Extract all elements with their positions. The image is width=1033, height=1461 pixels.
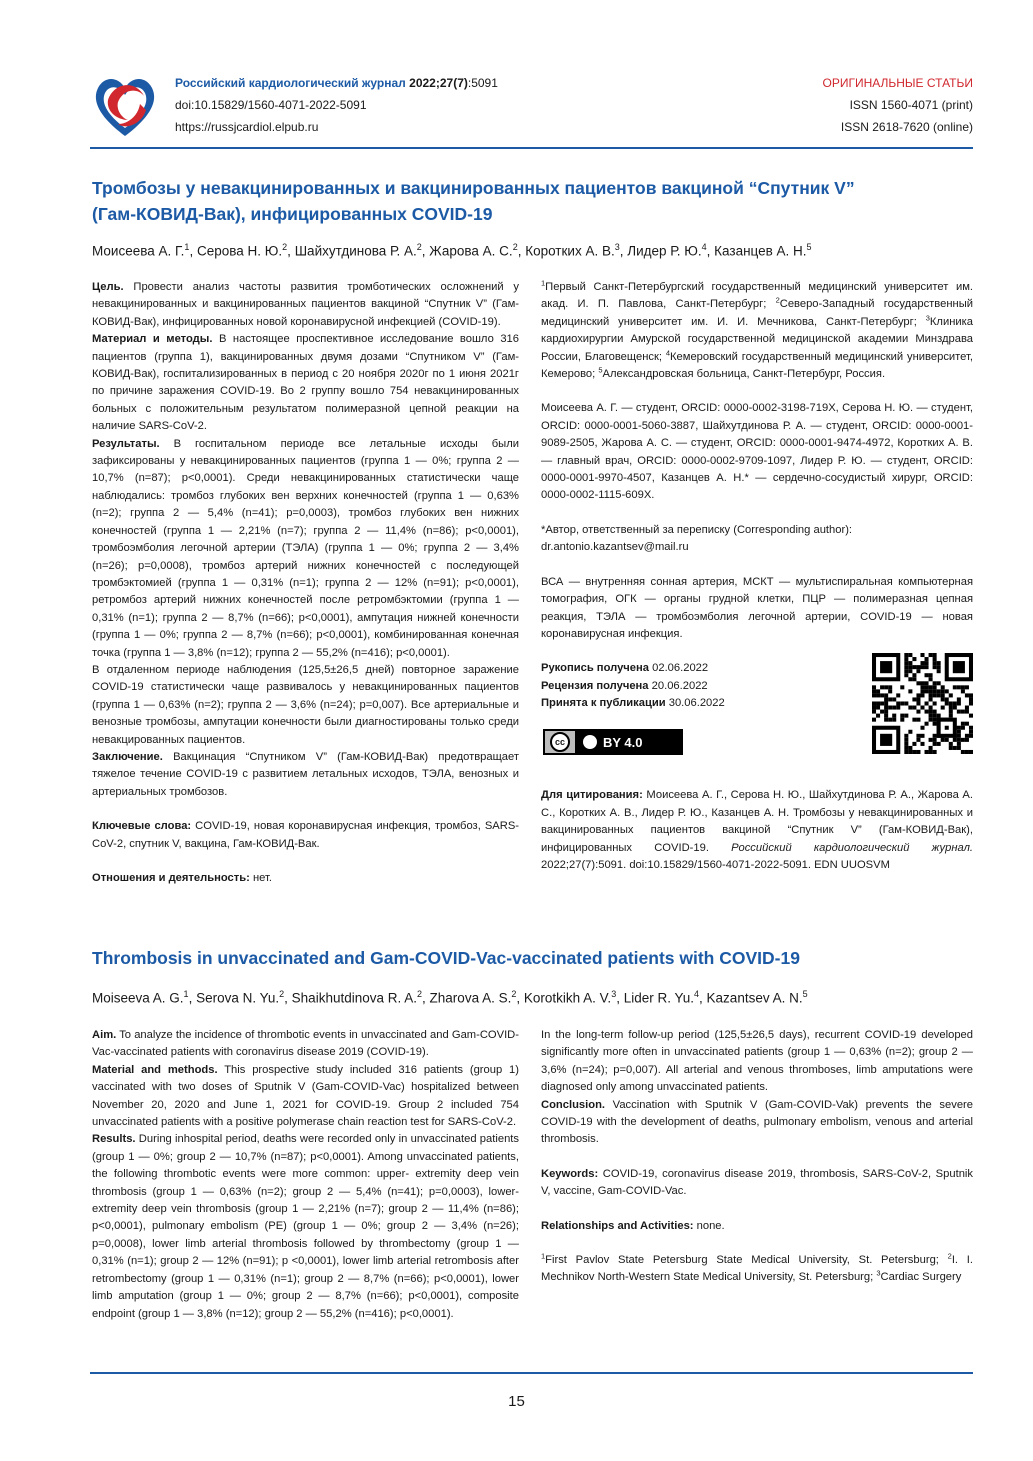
ru-abstract	[92, 279, 519, 887]
author-affiliation-mark: 1	[184, 242, 190, 252]
cite-label: Для цитирования:	[541, 789, 643, 802]
cite-text: Моисеева А. Г., Серова Н. Ю., Шайхутдинова Р. А., Жарова А. С., Коротких А. В., Лидер Р. Ю., Казанцев А. Н. Тромбозы у невакцинированных и вакцинированных пациентов вакциной “Спутник V” (Гам-КОВИД-Вак), инфицированных COVID-19.	[541, 789, 973, 854]
journal-issue: 2022;27(7)	[409, 76, 468, 90]
journal-logo	[88, 70, 162, 142]
accepted-label: Принята к публикации	[541, 697, 666, 710]
license-label: BY 4.0	[603, 734, 643, 750]
ru-aim-text: Провести анализ частоты развития тромботических осложнений у невакцинированных и вакцинированных пациентов вакциной “Спутник V” (Гам-КОВИД-Вак), инфицированных новой коронавирусной инфекцией (COVID-19).	[92, 281, 519, 328]
review-date: 20.06.2022	[648, 679, 708, 692]
ru-relations-label: Отношения и деятельность:	[92, 872, 250, 884]
ru-keywords-label: Ключевые слова:	[92, 820, 192, 833]
author-affiliation-mark: 3	[614, 242, 620, 252]
ru-methods-label: Материал и методы.	[92, 333, 213, 346]
accepted-date: 30.06.2022	[665, 697, 725, 710]
header-left	[175, 72, 498, 138]
ru-authors: Моисеева А. Г.$^1$, Серова Н. Ю.$^2$, Шайхутдинова Р. А.$^2$, Жарова А. С.$^2$, Коротких А. В.$^3$, Лидер Р. Ю.$^4$, Казанцев А. Н.$^5$	[92, 242, 812, 259]
cc-logo-text: cc	[550, 732, 570, 752]
en-keywords-label: Keywords:	[541, 1167, 599, 1180]
footer-rule	[90, 1372, 973, 1374]
ru-sidebar	[541, 279, 973, 874]
en-methods-text: This prospective study included 316 patients (group 1) vaccinated with two doses of Sputnik V (Gam-COVID-Vac) hospitalized between November 20, 2020 and June 1, 2021 for COVID-19. Group 2 included 754 unvaccinated patients with a positive polymerase chain reaction test for SARS-CoV-2.	[92, 1063, 519, 1129]
author-name: Zharova A. S.	[429, 990, 512, 1006]
ru-aim-label: Цель.	[92, 281, 124, 293]
doi: doi:10.15829/1560-4071-2022-5091	[175, 98, 367, 112]
en-affil-1: First Pavlov State Petersburg State Medical University, St. Petersburg;	[545, 1254, 948, 1267]
ru-affil-2: Северо-Западный государственный медицинский университет им. И. И. Мечникова, Санкт-Петербург;	[541, 298, 973, 328]
author-name: Лидер Р. Ю.	[627, 243, 702, 259]
ru-affil-1: Первый Санкт-Петербургский государственный медицинский университет им. акад. И. П. Павлова, Санкт-Петербург;	[541, 281, 973, 311]
cc-by	[575, 731, 681, 753]
author-name: Шайхутдинова Р. А.	[294, 243, 417, 259]
ru-results-label: Результаты.	[92, 437, 160, 450]
ru-keywords-text: COVID-19, новая коронавирусная инфекция, тромбоз, SARS-CoV-2, спутник V, вакцина, Гам-КОВИД-Вак.	[92, 820, 520, 850]
journal-article-number: :5091	[467, 76, 498, 90]
received-date: 02.06.2022	[649, 662, 709, 675]
qr-code[interactable]	[872, 653, 973, 754]
en-methods-label: Material and methods.	[92, 1063, 218, 1076]
author-name: Shaikhutdinova R. A.	[291, 990, 418, 1006]
en-affil-3: Cardiac Surgery	[880, 1271, 962, 1284]
author-affiliation-mark: 2	[512, 242, 518, 252]
ru-results-text-2: В отдаленном периоде наблюдения (125,5±26,5 дней) повторное заражение COVID-19 статистически чаще развивалось у невакцинированных пациентов (группа 1 — 0,63% (n=2); группа 2 — 3,6% (n=24); p=0,007). Все артериальные и венозные тромбозы, ампутации конечности были диагностированы только среди невакцированных пациентов.	[92, 663, 519, 746]
ru-affil-3: Клиника кардиохирургии Амурской государственной медицинской академии Минздрава России, Благовещенск;	[541, 315, 973, 363]
en-abstract-right	[541, 1027, 973, 1287]
review-label: Рецензия получена	[541, 679, 649, 692]
en-results-text: During inhospital period, deaths were recorded only in unvaccinated patients (group 1 — 0%; group 2 — 10,7% (n=87); p<0,0001). Among unvaccinated patients, the following thrombotic events were more common: upper- extremity deep vein thrombosis (group 1 — 0,63% (n=2); group 2 — 5,4% (n=41); p=0,0003), lower-extremity deep vein thrombosis (group 1 — 2,21% (n=7); group 2 — 11,4% (n=86); p<0,0001), pulmonary embolism (PE) (group 1 — 0%; group 2 — 3,4% (n=26); p=0,0008), lower limb arterial thrombosis followed by thrombectomy (group 1 — 0,31% (n=1); group 2 — 12% (n=91); p <0,0001), lower limb arterial retrombosis after retrombectomy (group 1 — 0,31% (n=1); group 2 — 8,7% (n=66); p<0,0001), lower limb amputation (group 1 — 0%; group 2 — 8,7% (n=66); p<0,0001), composite endpoint (group 1 — 3,8% (n=12); group 2 — 55,2% (n=416); p<0,0001).	[92, 1133, 519, 1320]
en-keywords-text: COVID-19, coronavirus disease 2019, thrombosis, SARS-CoV-2, Sputnik V, vaccine, Gam-COVID-Vac.	[541, 1167, 973, 1198]
author-affiliation-mark: 2	[279, 989, 285, 999]
en-relations-label: Relationships and Activities:	[541, 1219, 694, 1232]
ru-title-line-1: Тромбозы у невакцинированных и вакцинированных пациентов вакциной “Спутник V”	[92, 178, 855, 198]
ru-dates-block	[541, 660, 973, 775]
cite-tail: 2022;27(7):5091. doi:10.15829/1560-4071-2022-5091. EDN UUOSVM	[541, 858, 890, 871]
ru-affil-5: Александровская больница, Санкт-Петербург, Россия.	[602, 368, 886, 381]
en-results-text-2: In the long-term follow-up period (125,5±26,5 days), recurrent COVID-19 developed significantly more often in unvaccinated patients (group 1 — 0,63% (n=2); group 2 — 3,6% (n=24); p=0,007). All arterial and venous thromboses, limb amputations were diagnosed only among unvaccinated patients.	[541, 1029, 973, 1094]
page-number: 15	[508, 1393, 525, 1410]
en-aim-label: Aim.	[92, 1029, 117, 1041]
ru-conclusion-text: Вакцинация “Спутником V” (Гам-КОВИД-Вак) предотвращает тяжелое течение COVID-19 с развитием летальных исходов, ТЭЛА, венозных и артериальных тромбозов.	[92, 750, 519, 798]
author-affiliation-mark: 2	[282, 242, 288, 252]
ru-methods-text: В настоящее проспективное исследование вошло 316 пациентов (группа 1), вакцинированных двумя дозами “Спутником V” (Гам-КОВИД-Вак), госпитализированных в период с 20 ноября 2020г по 1 июня 2021г по причине заражения COVID-19. Во 2 группу вошло 754 невакцинированных больных с положительным результатом полимеразной цепной реакции на наличие SARS-CoV-2.	[92, 333, 519, 433]
cite-journal: Российский кардиологический журнал.	[731, 841, 973, 854]
en-abstract-left	[92, 1027, 519, 1323]
en-conclusion-text: Vaccination with Sputnik V (Gam-COVID-Vak) prevents the severe COVID-19 with the development of deaths, pulmonary embolism, venous and arterial thrombosis.	[541, 1098, 973, 1146]
ru-affil-4: Кемеровский государственный медицинский университет, Кемерово;	[541, 350, 973, 381]
author-name: Kazantsev A. N.	[706, 990, 803, 1006]
ru-title-line-2: (Гам-КОВИД-Вак), инфицированных COVID-19	[92, 204, 493, 224]
author-affiliation-mark: 4	[694, 989, 700, 999]
author-name: Коротких А. В.	[525, 243, 615, 259]
ru-results-text: В госпитальном периоде все летальные исходы были зафиксированы у невакцинированных пациентов (группа 1 — 0%; группа 2 — 10,7% (n=87); p<0,0001). Среди невакцинированных статистически чаще наблюдались: тромбоз глубоких вен верхних конечностей (группа 1 — 0,63% (n=2); группа 2 — 5,4% (n=41); p=0,0003), тромбоз глубоких вен нижних конечностей (группа 1 — 2,21% (n=7); группа 2 — 11,4% (n=86); p<0,0001), тромбоэмболия легочной артерии (ТЭЛА) (группа 1 — 0%; группа 2 — 3,4% (n=26); p=0,0008), тромбоз артерий нижних конечностей с последующей тромбэктомией (группа 1 — 0,31% (n=1); группа 2 — 12% (n=91); p<0,0001), ретромбоз артерий нижних конечностей после ретромбэктомии (группа 1 — 0,31% (n=1); группа 2 — 8,7% (n=66); p<0,0001), ампутация нижней конечности (группа 1 — 0%; группа 2 — 8,7% (n=66); p<0,0001), комбинированная конечная точка (группа 1 — 3,8% (n=12); группа 2 — 55,2% (n=416); p<0,0001).	[92, 437, 519, 659]
ru-abbreviations: ВСА — внутренняя сонная артерия, МСКТ — мультиспиральная компьютерная томография, ОГК — органы грудной клетки, ПЦР — полимеразная цепная реакция, ТЭЛА — тромбоэмболия легочной артерии, COVID-19 — новая коронавирусная инфекция.	[541, 575, 973, 640]
section-label: ОРИГИНАЛЬНЫЕ СТАТЬИ	[822, 76, 973, 90]
ru-title	[92, 175, 952, 227]
header-rule	[90, 147, 973, 149]
ru-conclusion-label: Заключение.	[92, 750, 163, 763]
author-name: Lider R. Yu.	[623, 990, 695, 1006]
author-name: Serova N. Yu.	[196, 990, 280, 1006]
en-affiliations: $^1$First Pavlov State Petersburg State Medical University, St. Petersburg; $^2$I. I. Mechnikov North-Western State Medical University, St. Petersburg; $^3$Cardiac Surgery	[541, 1251, 973, 1284]
ru-corresponding: *Автор, ответственный за переписку (Corresponding author): dr.antonio.kazantsev@mail.ru	[541, 523, 853, 554]
author-affiliation-mark: 2	[417, 989, 423, 999]
author-name: Моисеева А. Г.	[92, 243, 185, 259]
author-affiliation-mark: 2	[416, 242, 422, 252]
cc-license-badge[interactable]	[543, 729, 683, 755]
ru-orcid: Моисеева А. Г. — студент, ORCID: 0000-0002-3198-719X, Серова Н. Ю. — студент, ORCID: 0000-0001-5060-3887, Шайхутдинова Р. А. — студент, ORCID: 0000-0001-9089-2505, Жарова А. С. — студент, ORCID: 0000-0001-9474-4972, Коротких А. В. — главный врач, ORCID: 0000-0002-9709-1097, Лидер Р. Ю. — студент, ORCID: 0000-0001-9970-4507, Казанцев А. Н.* — сердечно-сосудистый хирург, ORCID: 0000-0002-1115-609X.	[541, 402, 973, 502]
author-name: Жарова А. С.	[429, 243, 513, 259]
en-conclusion-label: Conclusion.	[541, 1098, 606, 1111]
issn-online: ISSN 2618-7620 (online)	[840, 120, 973, 134]
author-affiliation-mark: 5	[806, 242, 812, 252]
en-aim-text: To analyze the incidence of thrombotic events in unvaccinated and Gam-COVID-Vac-vaccinated patients with coronavirus disease 2019 (COVID-19).	[92, 1029, 519, 1059]
author-name: Korotkikh A. V.	[523, 990, 612, 1006]
author-affiliation-mark: 3	[611, 989, 617, 999]
author-affiliation-mark: 5	[802, 989, 808, 999]
author-name: Казанцев А. Н.	[714, 243, 807, 259]
en-affil-2: I. I. Mechnikov North-Western State Medical University, St. Petersburg;	[541, 1254, 973, 1284]
author-name: Moiseeva A. G.	[92, 990, 184, 1006]
en-relations-text: none.	[693, 1219, 725, 1232]
journal-citation	[175, 72, 498, 94]
en-results-label: Results.	[92, 1133, 136, 1146]
journal-url[interactable]: https://russjcardiol.elpub.ru	[175, 120, 319, 134]
header-right	[823, 72, 974, 138]
person-icon	[583, 735, 597, 749]
author-affiliation-mark: 4	[701, 242, 707, 252]
ru-affiliations: $^1$Первый Санкт-Петербургский государственный медицинский университет им. акад. И. П. Павлова, Санкт-Петербург; $^2$Северо-Западный государственный медицинский университет им. И. И. Мечникова, Санкт-Петербург; $^3$Клиника кардиохирургии Амурской государственной медицинской академии Минздрава России, Благовещенск; $^4$Кемеровский государственный медицинский университет, Кемерово; $^5$Александровская больница, Санкт-Петербург, Россия.	[541, 278, 973, 381]
author-name: Серова Н. Ю.	[196, 243, 283, 259]
ru-relations-text: нет.	[249, 872, 273, 884]
en-authors: Moiseeva A. G.$^1$, Serova N. Yu.$^2$, Shaikhutdinova R. A.$^2$, Zharova A. S.$^2$, Korotkikh A. V.$^3$, Lider R. Yu.$^4$, Kazantsev A. N.$^5$	[92, 989, 808, 1006]
en-title: Thrombosis in unvaccinated and Gam-COVID-Vac-vaccinated patients with COVID-19	[92, 948, 800, 968]
cc-icon	[545, 731, 575, 753]
author-affiliation-mark: 1	[183, 989, 189, 999]
received-label: Рукопись получена	[541, 662, 650, 675]
issn-print: ISSN 1560-4071 (print)	[849, 98, 973, 112]
author-affiliation-mark: 2	[511, 989, 517, 999]
journal-name: Российский кардиологический журнал	[175, 76, 406, 90]
